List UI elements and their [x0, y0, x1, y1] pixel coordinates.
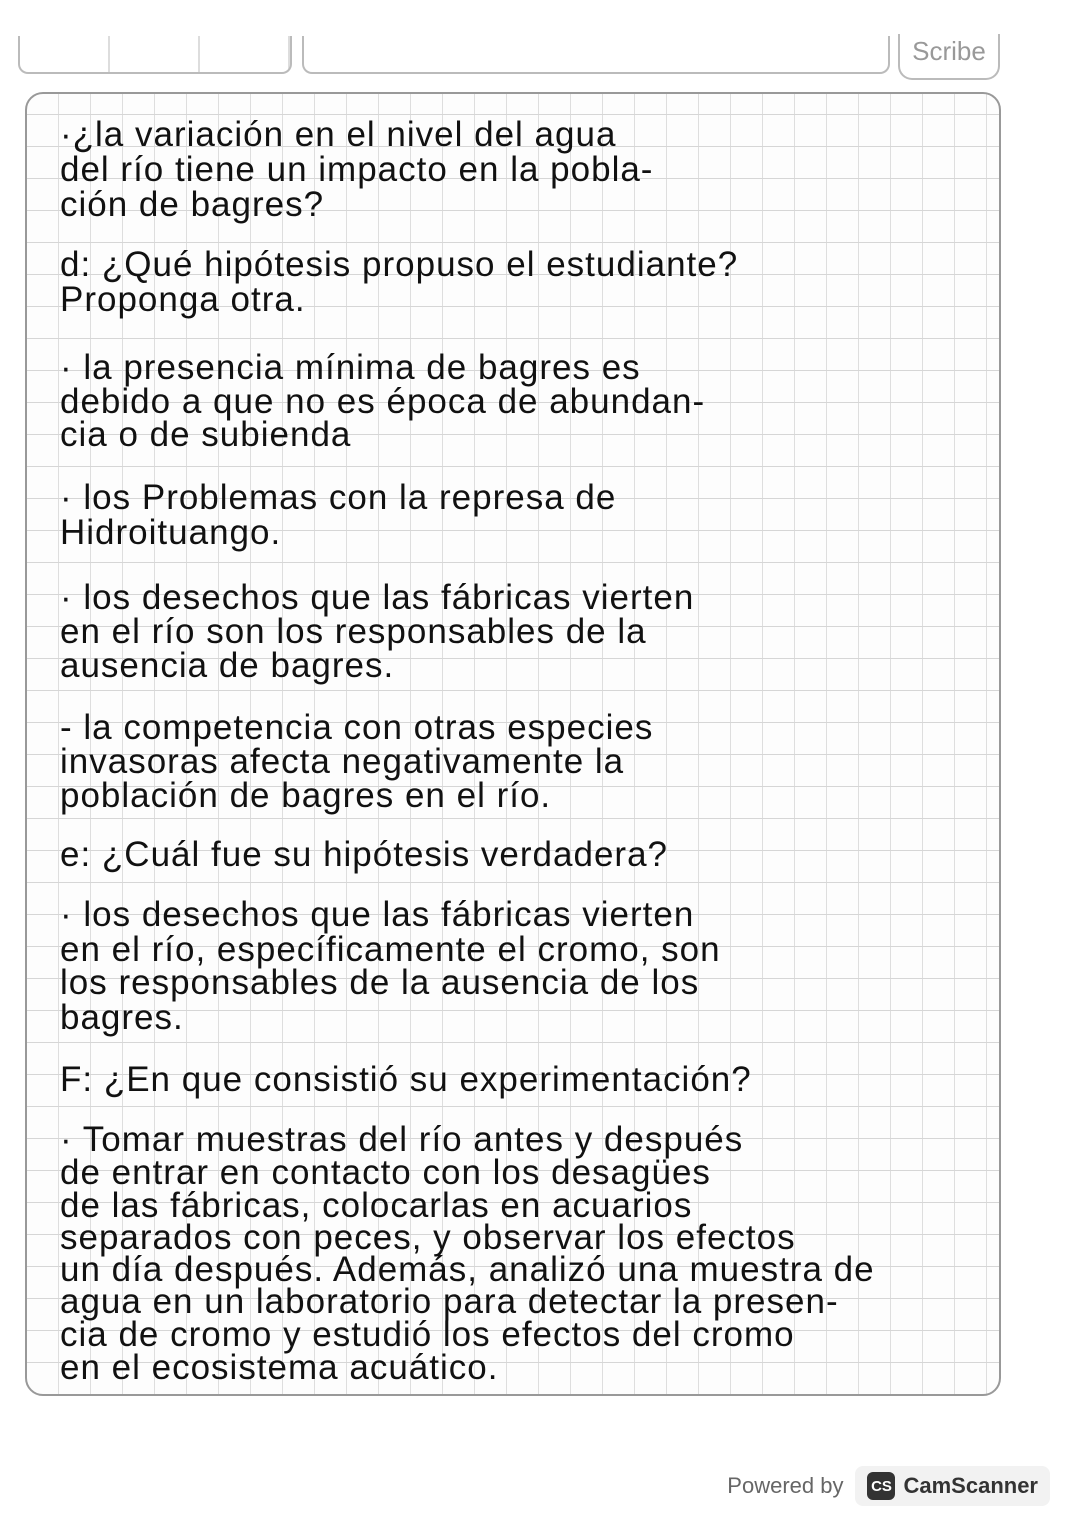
- camscanner-brand: CamScanner: [903, 1473, 1038, 1498]
- header-box-left: [18, 36, 292, 74]
- text-line: Hidroituango.: [60, 513, 282, 552]
- text-line: · los desechos que las fábricas vierten: [60, 578, 695, 617]
- powered-by-label: Powered by: [727, 1473, 844, 1498]
- text-line: bagres.: [60, 998, 184, 1037]
- text-line: · la presencia mínima de bagres es: [60, 348, 641, 387]
- text-line: cia o de subienda: [60, 415, 352, 454]
- scribe-logo: Scribe: [898, 34, 1000, 80]
- text-line: de las fábricas, colocarlas en acuarios: [60, 1186, 693, 1225]
- text-line: de entrar en contacto con los desagües: [60, 1153, 711, 1192]
- text-line: F: ¿En que consistió su experimentación?: [60, 1060, 752, 1099]
- text-line: invasoras afecta negativamente la: [60, 742, 625, 781]
- text-line: e: ¿Cuál fue su hipótesis verdadera?: [60, 835, 668, 874]
- text-line: Proponga otra.: [60, 280, 306, 319]
- text-line: · los desechos que las fábricas vierten: [60, 895, 695, 934]
- text-line: agua en un laboratorio para detectar la presen-: [60, 1282, 839, 1321]
- camscanner-badge: [855, 1466, 1050, 1506]
- text-line: población de bagres en el río.: [60, 776, 552, 815]
- text-line: separados con peces, y observar los efectos: [60, 1218, 796, 1257]
- text-line: ·¿la variación en el nivel del agua: [60, 115, 617, 154]
- text-line: en el río, específicamente el cromo, son: [60, 930, 721, 969]
- text-line: un día después. Además, analizó una muestra de: [60, 1250, 875, 1289]
- text-line: los responsables de la ausencia de los: [60, 963, 700, 1002]
- camscanner-logo-icon: CS: [867, 1472, 895, 1500]
- text-line: debido a que no es época de abundan-: [60, 382, 706, 421]
- text-line: - la competencia con otras especies: [60, 708, 654, 747]
- text-line: · los Problemas con la represa de: [60, 478, 617, 517]
- text-line: d: ¿Qué hipótesis propuso el estudiante?: [60, 245, 739, 284]
- camscanner-footer: [727, 1466, 1050, 1506]
- text-line: ción de bagres?: [60, 185, 325, 224]
- text-line: · Tomar muestras del río antes y después: [60, 1120, 744, 1159]
- text-line: del río tiene un impacto en la pobla-: [60, 150, 654, 189]
- text-line: cia de cromo y estudió los efectos del cromo: [60, 1315, 795, 1354]
- text-line: ausencia de bagres.: [60, 646, 395, 685]
- header-box-middle: [302, 36, 890, 74]
- text-line: en el río son los responsables de la: [60, 612, 647, 651]
- text-line: en el ecosistema acuático.: [60, 1348, 499, 1387]
